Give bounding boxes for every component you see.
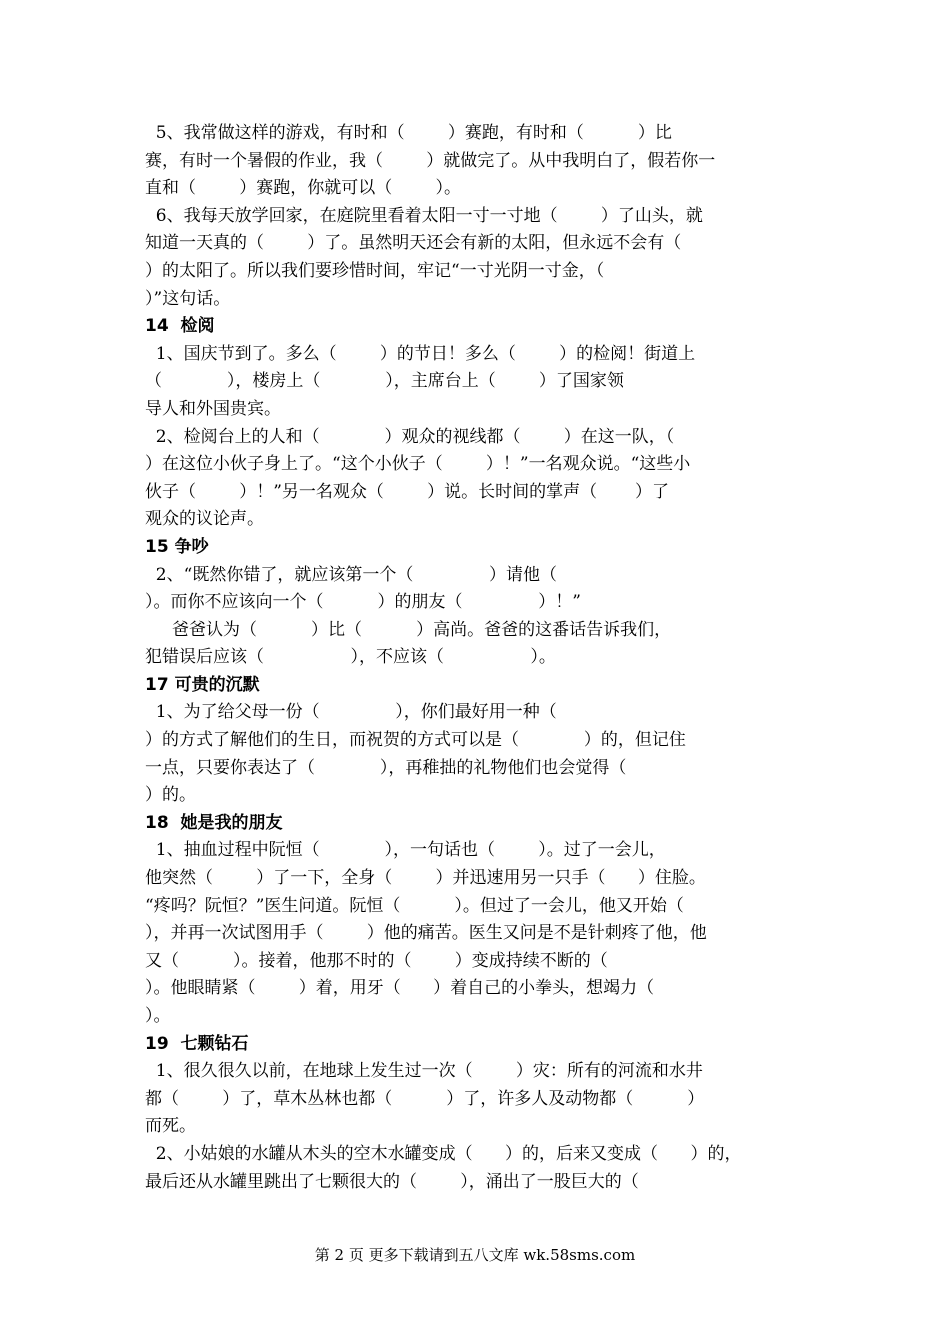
text-line: 1、抽血过程中阮恒（ ），一句话也（ ）。过了一会儿， xyxy=(145,840,666,861)
text-line: ）在这位小伙子身上了。“这个小伙子（ ）！”一名观众说。“这些小 xyxy=(145,454,691,475)
text-line: 都（ ）了，草木丛林也都（ ）了，许多人及动物都（ ） xyxy=(145,1088,705,1109)
section-heading: 18 她是我的朋友 xyxy=(145,812,283,833)
text-line: 2、小姑娘的水罐从木头的空木水罐变成（ ）的，后来又变成（ ）的， xyxy=(145,1143,742,1164)
text-line: 2、检阅台上的人和（ ）观众的视线都（ ）在这一队，（ xyxy=(145,426,675,447)
text-line: “疼吗？阮恒？”医生问道。阮恒（ ）。但过了一会儿，他又开始（ xyxy=(145,895,684,916)
text-line: 知道一天真的（ ）了。虽然明天还会有新的太阳，但永远不会有（ xyxy=(145,233,682,254)
text-line: ）。而你不应该向一个（ ）的朋友（ ）！” xyxy=(145,592,581,613)
text-line: （ ），楼房上（ ），主席台上（ ）了国家领 xyxy=(145,371,624,392)
text-line: ）。他眼睛紧（ ）着，用牙（ ）着自己的小拳头，想竭力（ xyxy=(145,978,655,999)
text-line: 伙子（ ）！”另一名观众（ ）说。长时间的掌声（ ）了 xyxy=(145,481,669,502)
text-line: ）”这句话。 xyxy=(145,288,231,309)
section-heading: 15 争吵 xyxy=(145,536,209,557)
section-heading: 19 七颗钻石 xyxy=(145,1033,249,1054)
text-line: ）的太阳了。所以我们要珍惜时间，牢记“一寸光阴一寸金，（ xyxy=(145,260,605,281)
text-line: 犯错误后应该（ ），不应该（ ）。 xyxy=(145,647,556,668)
text-line: ）的方式了解他们的生日，而祝贺的方式可以是（ ）的，但记住 xyxy=(145,730,686,751)
text-line: 又（ ）。接着，他那不时的（ ）变成持续不断的（ xyxy=(145,950,608,971)
text-line: ）的。 xyxy=(145,785,196,806)
text-line: 1、国庆节到了。多么（ ）的节日！多么（ ）的检阅！街道上 xyxy=(145,343,696,364)
text-line: 爸爸认为（ ）比（ ）高尚。爸爸的这番话告诉我们， xyxy=(145,619,672,640)
text-line: 赛，有时一个暑假的作业，我（ ）就做完了。从中我明白了，假若你一 xyxy=(145,150,716,171)
text-line: 6、我每天放学回家，在庭院里看着太阳一寸一寸地（ ）了山头，就 xyxy=(145,205,703,226)
text-line: 一点，只要你表达了（ ），再稚拙的礼物他们也会觉得（ xyxy=(145,757,627,778)
text-line: 而死。 xyxy=(145,1116,196,1137)
text-line: 观众的议论声。 xyxy=(145,509,264,530)
text-line: ）。 xyxy=(145,1006,171,1026)
text-line: 导人和外国贵宾。 xyxy=(145,398,281,419)
text-line: 2、“既然你错了，就应该第一个（ ）请他（ xyxy=(145,564,557,585)
text-line: 5、我常做这样的游戏，有时和（ ）赛跑，有时和（ ）比 xyxy=(145,123,672,143)
section-heading: 14 检阅 xyxy=(145,316,215,337)
text-line: ），并再一次试图用手（ ）他的痛苦。医生又问是不是针刺疼了他，他 xyxy=(145,923,707,944)
section-heading: 17 可贵的沉默 xyxy=(145,674,260,695)
text-line: 1、为了给父母一份（ ），你们最好用一种（ xyxy=(145,702,557,723)
text-line: 最后还从水罐里跳出了七颗很大的（ ），涌出了一股巨大的（ xyxy=(145,1171,639,1192)
text-line: 直和（ ）赛跑，你就可以（ ）。 xyxy=(145,178,461,199)
text-line: 1、很久很久以前，在地球上发生过一次（ ）灾：所有的河流和水井 xyxy=(145,1061,703,1082)
document-body xyxy=(145,120,817,1196)
text-line: 他突然（ ）了一下，全身（ ）并迅速用另一只手（ ）住脸。 xyxy=(145,868,706,889)
page-footer: 第 2 页 更多下载请到五八文库 wk.58sms.com xyxy=(314,1246,636,1264)
